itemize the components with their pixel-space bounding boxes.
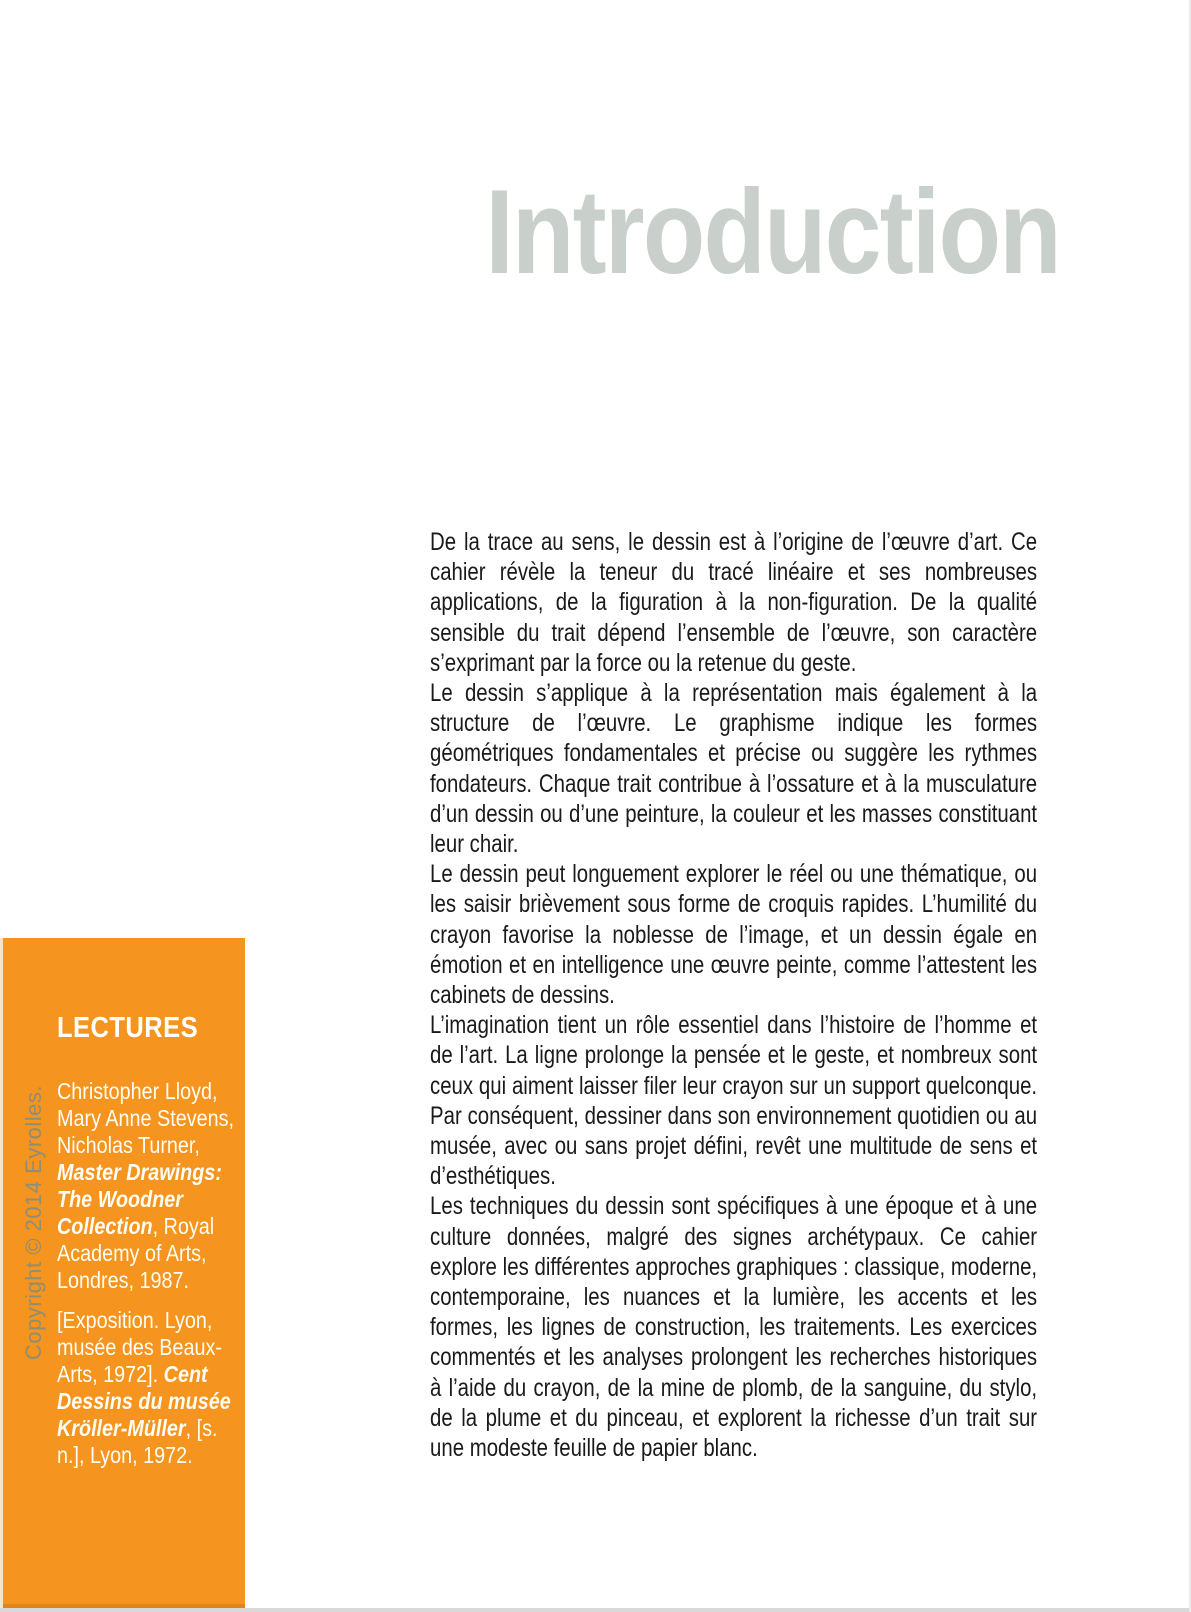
body-paragraph: L’imagination tient un rôle essentiel dans l’histoire de l’homme et de l’art. La ligne prolonge la pensée et le geste, et nombreux sont ceux qui aiment laisser filer leur crayon sur un support quelconque. Par conséquent, dessiner dans son environnement quotidien ou au musée, avec ou sans projet défini, revêt une multitude de sens et d’esthétiques.	[430, 1011, 1038, 1191]
body-paragraph: De la trace au sens, le dessin est à l’origine de l’œuvre d’art. Ce cahier révèle la teneur du tracé linéaire et ses nombreuses applications, de la figuration à la non-figuration. De la qualité sensible du trait dépend l’ensemble de l’œuvre, son caractère s’exprimant par la force ou la retenue du geste.	[430, 528, 1038, 677]
bibliography-text-segment: [Exposition. Lyon, musée des Beaux-Arts, 1972].	[57, 1307, 222, 1387]
bibliography-title-segment: Cent Dessins du musée Kröller-Müller	[57, 1361, 231, 1441]
body-paragraph: Les techniques du dessin sont spécifiques à une époque et à une culture données, malgré des signes archétypaux. Ce cahier explore les différentes approches graphiques : classique, moderne, contemporaine, les nuances et la lumière, les accents et les formes, les lignes de construction, les traitements. Les exercices commentés et les analyses prolongent les recherches historiques à l’aide du crayon, de la mine de plomb, de la sanguine, du stylo, de la plume et du pinceau, et explorent la richesse d’un trait sur une modeste feuille de papier blanc.	[430, 1192, 1038, 1463]
body-paragraph: Le dessin s’applique à la représentation mais également à la structure de l’œuvre. Le graphisme indique les formes géométriques fondamentales et précise ou suggère les rythmes fondateurs. Chaque trait contribue à l’ossature et à la musculature d’un dessin ou d’une peinture, la couleur et les masses constituant leur chair.	[430, 679, 1038, 859]
copyright-vertical-text: Copyright © 2014 Eyrolles.	[21, 1084, 46, 1360]
page-bottom-rule	[0, 1608, 1191, 1612]
bibliography-entry	[57, 1078, 242, 1294]
bibliography-text-segment: , Royal Academy of Arts, Londres, 1987.	[57, 1213, 215, 1293]
lectures-heading: LECTURES	[57, 1012, 199, 1044]
bibliography-entry	[57, 1307, 242, 1469]
bibliography-text-segment: Christopher Lloyd, Mary Anne Stevens, Nicholas Turner,	[57, 1078, 235, 1158]
body-paragraph: Le dessin peut longuement explorer le réel ou une thématique, ou les saisir brièvement sous forme de croquis rapides. L’humilité du crayon favorise la noblesse de l’image, et un dessin égale en émotion et en intelligence une œuvre peinte, comme l’attestent les cabinets de dessins.	[430, 860, 1038, 1010]
bibliography-list	[57, 1078, 242, 1482]
bibliography-title-segment: Master Drawings: The Woodner Collection	[57, 1159, 222, 1239]
page-title: Introduction	[485, 165, 1060, 299]
bibliography-text-segment: , [s. n.], Lyon, 1972.	[57, 1415, 218, 1468]
body-text-column	[430, 527, 1037, 1463]
